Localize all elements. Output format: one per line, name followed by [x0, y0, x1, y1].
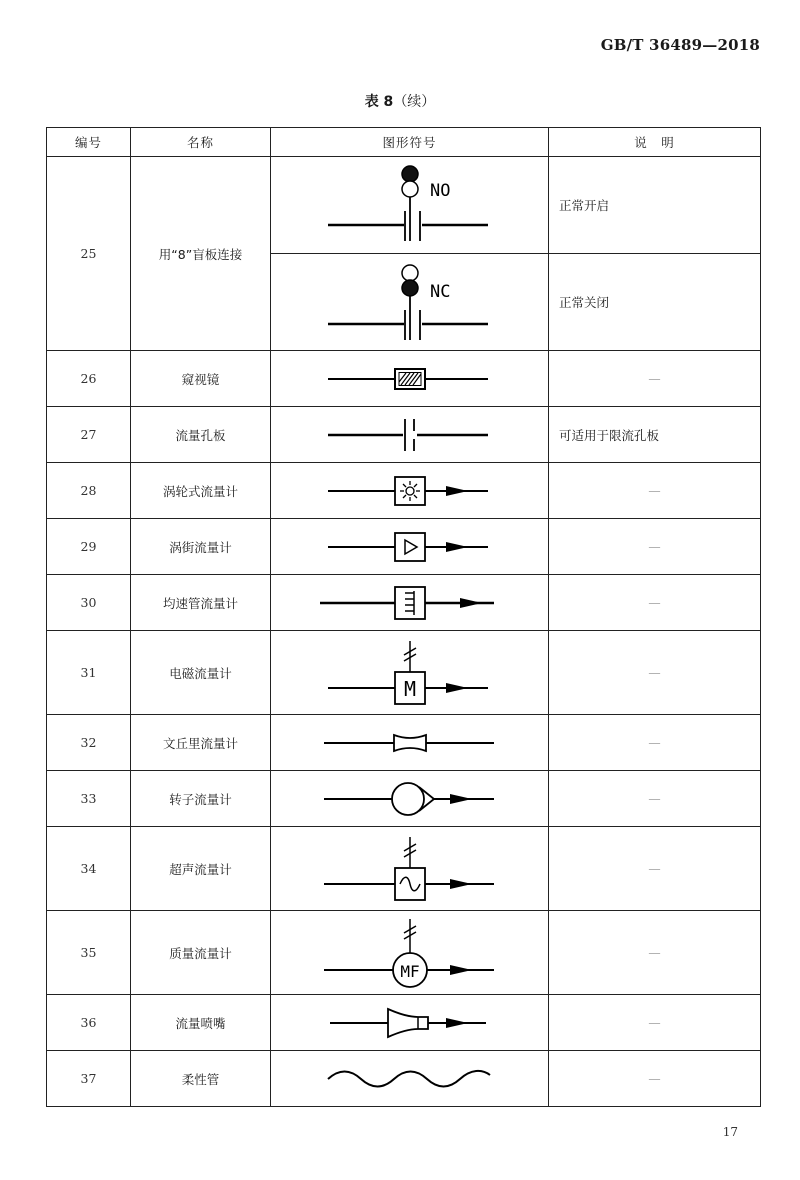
row-number: 33: [47, 771, 131, 827]
row-description: —: [549, 771, 761, 827]
row-description: —: [549, 995, 761, 1051]
symbol-text-no: NO: [429, 181, 450, 201]
row-name: 窥视镜: [131, 351, 271, 407]
row-name: 文丘里流量计: [131, 715, 271, 771]
row-number: 34: [47, 827, 131, 911]
row-description: —: [549, 631, 761, 715]
row-number: 31: [47, 631, 131, 715]
flexible-hose-icon: [271, 1051, 549, 1107]
flow-nozzle-icon: [271, 995, 549, 1051]
table-row: [47, 157, 761, 254]
row-number: 28: [47, 463, 131, 519]
row-name: 用“8”盲板连接: [131, 157, 271, 351]
table-row: [47, 827, 761, 911]
row-description: 正常关闭: [549, 254, 761, 351]
table-row: [47, 771, 761, 827]
figure-8-blind-open-icon: [271, 157, 549, 254]
table-title-label: 表 8: [364, 94, 394, 110]
table-row: [47, 995, 761, 1051]
symbol-text-mf: MF: [399, 961, 420, 981]
table-row: [47, 715, 761, 771]
row-number: 27: [47, 407, 131, 463]
row-number: 26: [47, 351, 131, 407]
figure-8-blind-closed-icon: [271, 254, 549, 351]
table-row: [47, 1051, 761, 1107]
row-description: 可适用于限流孔板: [549, 407, 761, 463]
row-description: —: [549, 1051, 761, 1107]
sight-glass-icon: [271, 351, 549, 407]
row-description: —: [549, 575, 761, 631]
table-title: [0, 91, 800, 111]
row-description: —: [549, 519, 761, 575]
row-number: 35: [47, 911, 131, 995]
row-number: 36: [47, 995, 131, 1051]
table-row: [47, 463, 761, 519]
table-row: [47, 631, 761, 715]
row-name: 质量流量计: [131, 911, 271, 995]
vortex-flowmeter-icon: [271, 519, 549, 575]
row-description: —: [549, 911, 761, 995]
row-name: 流量喷嘴: [131, 995, 271, 1051]
row-name: 流量孔板: [131, 407, 271, 463]
row-number: 25: [47, 157, 131, 351]
row-number: 37: [47, 1051, 131, 1107]
header-number: 编号: [47, 128, 131, 157]
row-description: —: [549, 351, 761, 407]
table-row: [47, 519, 761, 575]
row-number: 32: [47, 715, 131, 771]
row-number: 29: [47, 519, 131, 575]
row-name: 均速管流量计: [131, 575, 271, 631]
averaging-pitot-flowmeter-icon: [271, 575, 549, 631]
table-row: [47, 911, 761, 995]
row-name: 涡街流量计: [131, 519, 271, 575]
row-name: 超声流量计: [131, 827, 271, 911]
page-number: 17: [722, 1125, 738, 1139]
table-title-suffix: （续）: [393, 94, 436, 110]
symbol-text-nc: NC: [429, 282, 450, 302]
symbol-text-m: M: [403, 676, 416, 701]
row-name: 涡轮式流量计: [131, 463, 271, 519]
row-name: 电磁流量计: [131, 631, 271, 715]
row-name: 转子流量计: [131, 771, 271, 827]
venturi-flowmeter-icon: [271, 715, 549, 771]
rotameter-icon: [271, 771, 549, 827]
table-row: [47, 407, 761, 463]
row-description: —: [549, 463, 761, 519]
ultrasonic-flowmeter-icon: [271, 827, 549, 911]
symbol-table: [46, 127, 761, 1107]
header-symbol: 图形符号: [271, 128, 549, 157]
standard-number: GB/T 36489—2018: [600, 36, 760, 54]
row-description: —: [549, 715, 761, 771]
header-description: 说 明: [549, 128, 761, 157]
row-number: 30: [47, 575, 131, 631]
row-description: —: [549, 827, 761, 911]
mass-flowmeter-icon: [271, 911, 549, 995]
electromagnetic-flowmeter-icon: [271, 631, 549, 715]
turbine-flowmeter-icon: [271, 463, 549, 519]
row-description: 正常开启: [549, 157, 761, 254]
table-row: [47, 351, 761, 407]
table-row: [47, 575, 761, 631]
header-name: 名称: [131, 128, 271, 157]
orifice-plate-icon: [271, 407, 549, 463]
table-header-row: [47, 128, 761, 157]
row-name: 柔性管: [131, 1051, 271, 1107]
